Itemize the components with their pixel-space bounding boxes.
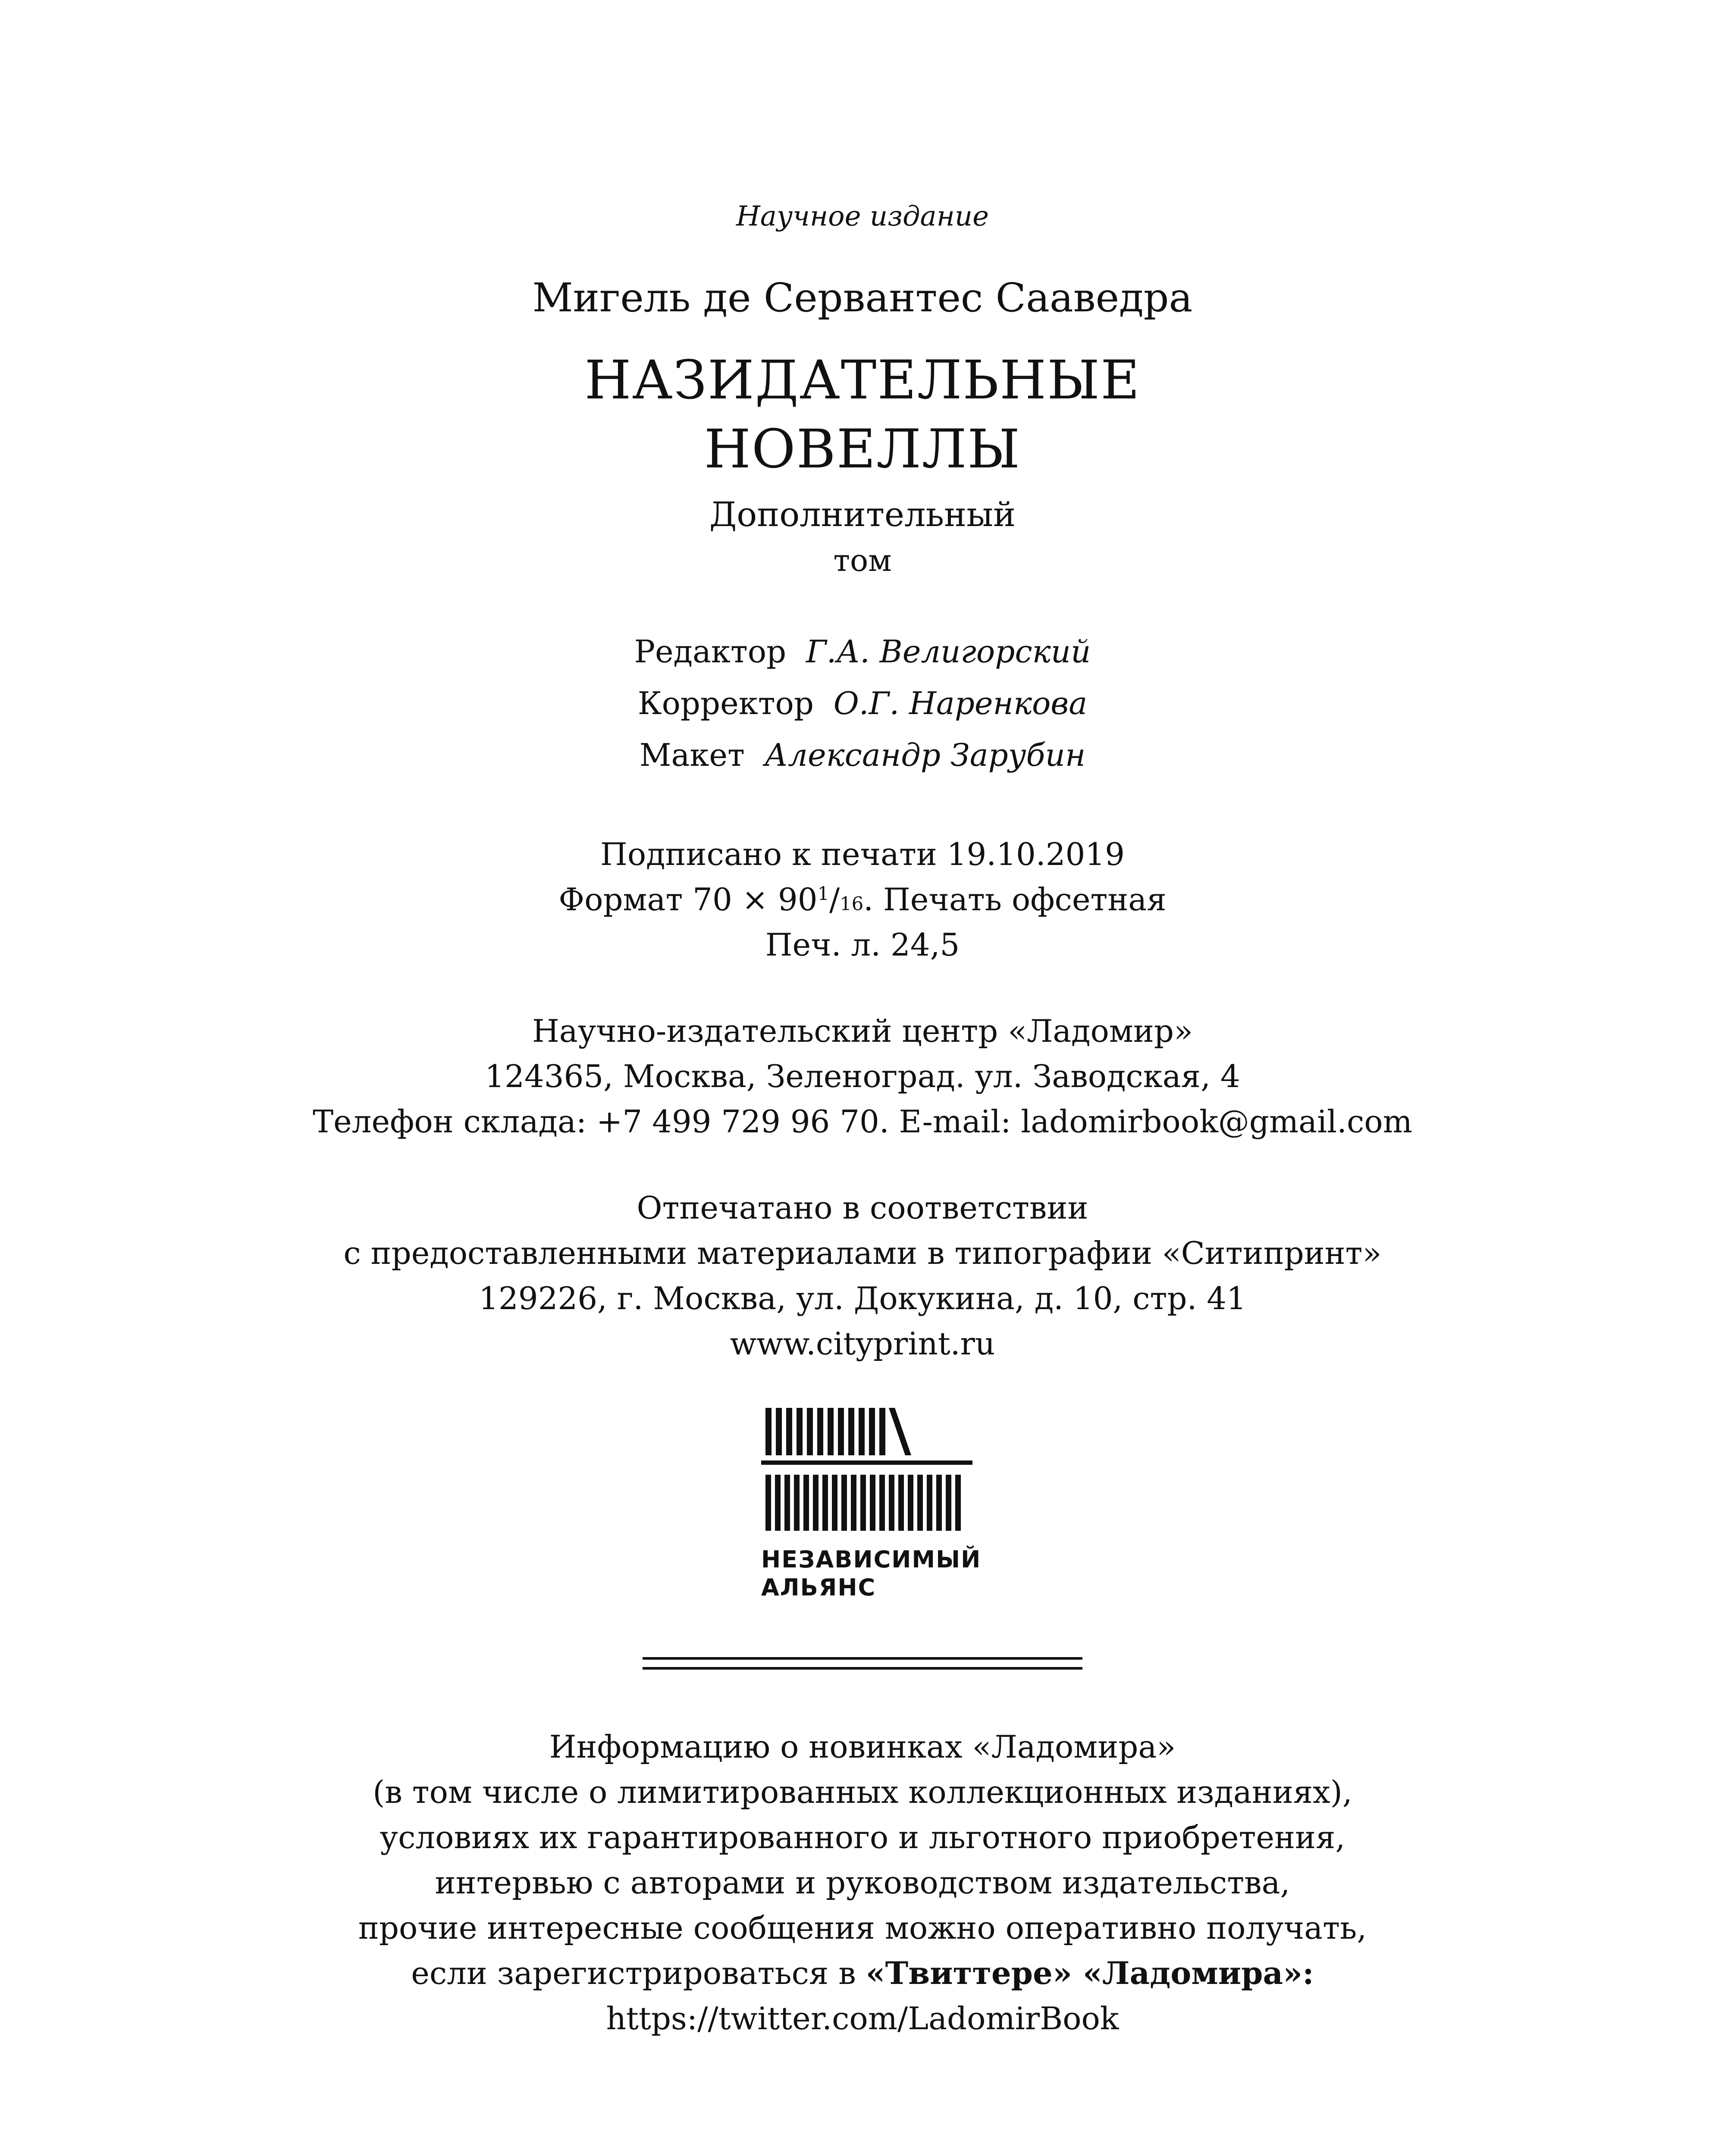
info-line6-text: если зарегистрироваться в: [411, 1955, 866, 1991]
format-label: Формат 70 × 90: [558, 881, 818, 918]
book-title-line2: НОВЕЛЛЫ: [704, 418, 1021, 480]
twitter-ladomir-emphasis: «Твиттере» «Ладомира»:: [866, 1955, 1314, 1991]
printer-line2: с предоставленными материалами в типографии «Ситипринт»: [343, 1235, 1382, 1271]
volume-subtitle-line2: том: [833, 543, 892, 578]
twitter-url: https://twitter.com/LadomirBook: [606, 2000, 1119, 2037]
info-line2: (в том числе о лимитированных коллекционных изданиях),: [373, 1774, 1352, 1810]
format-numerator: 1: [817, 883, 829, 905]
info-line6: [0, 1955, 1725, 1991]
credit-role: Редактор: [634, 633, 787, 670]
printed-sheets: Печ. л. 24,5: [765, 927, 960, 963]
bookshelf-icon: [761, 1408, 972, 1537]
info-line4: интервью с авторами и руководством издательства,: [435, 1865, 1290, 1901]
publisher-contacts: Телефон склада: +7 499 729 96 70. E-mail: ladomirbook@gmail.com: [313, 1103, 1412, 1140]
credit-person: О.Г. Наренкова: [833, 685, 1088, 721]
printer-line1: Отпечатано в соответствии: [637, 1190, 1088, 1226]
info-line3: условиях их гарантированного и льготного приобретения,: [380, 1819, 1346, 1855]
publisher-address: 124365, Москва, Зеленоград. ул. Заводская, 4: [485, 1058, 1240, 1094]
divider-rule-top: [643, 1657, 1082, 1660]
info-line1: Информацию о новинках «Ладомира»: [549, 1729, 1176, 1765]
book-title-line1: НАЗИДАТЕЛЬНЫЕ: [584, 349, 1141, 411]
format-denominator: 16: [840, 893, 864, 915]
author-name: Мигель де Сервантес Сааведра: [532, 275, 1193, 321]
logo-text-line1: НЕЗАВИСИМЫЙ: [761, 1546, 982, 1573]
publisher-name: Научно-издательский центр «Ладомир»: [532, 1013, 1193, 1049]
credit-person: Г.А. Велигорский: [806, 633, 1091, 670]
signed-to-print: Подписано к печати 19.10.2019: [600, 836, 1125, 872]
credit-person: Александр Зарубин: [764, 737, 1086, 773]
logo-text-line2: АЛЬЯНС: [761, 1574, 876, 1601]
credit-role: Макет: [639, 737, 745, 773]
print-format: [0, 881, 1725, 918]
printer-line3: 129226, г. Москва, ул. Докукина, д. 10, стр. 41: [479, 1280, 1246, 1316]
volume-subtitle-line1: Дополнительный: [709, 495, 1016, 534]
format-rest: . Печать офсетная: [863, 881, 1167, 918]
credit-layout: [0, 737, 1725, 773]
independent-alliance-logo: [761, 1408, 982, 1602]
credit-proofreader: [0, 685, 1725, 721]
info-line5: прочие интересные сообщения можно оперативно получать,: [358, 1910, 1367, 1946]
credit-editor: [0, 633, 1725, 670]
format-slash: /: [829, 881, 840, 918]
credit-role: Корректор: [637, 685, 814, 721]
divider-rule-bottom: [643, 1667, 1082, 1670]
printer-website: www.cityprint.ru: [730, 1326, 995, 1362]
edition-type: Научное издание: [736, 201, 989, 232]
